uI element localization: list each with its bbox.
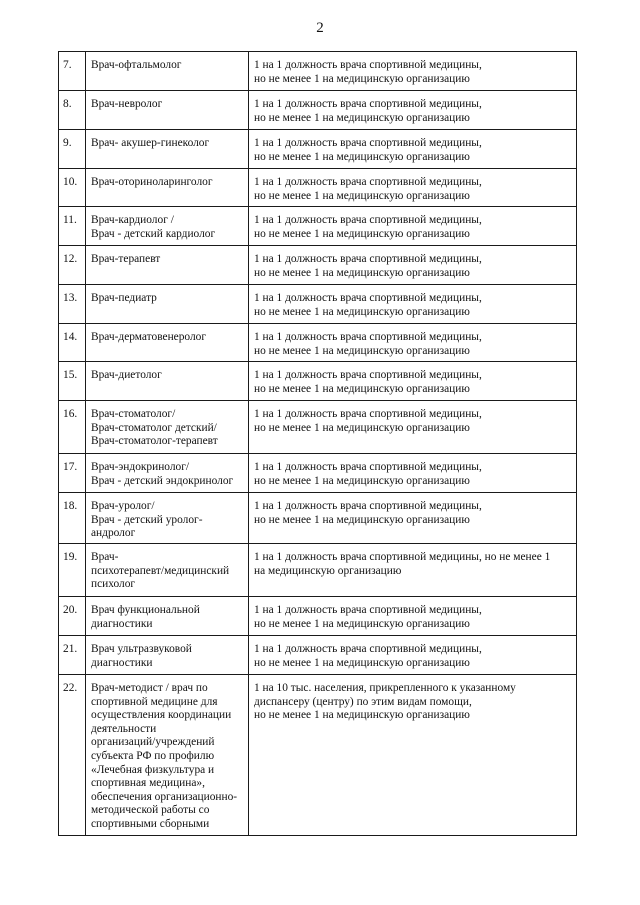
row-number: 8. xyxy=(59,91,86,130)
position-title: Врач-уролог/ Врач - детский уролог- андролог xyxy=(86,493,249,544)
staffing-norm: 1 на 1 должность врача спортивной медицины, но не менее 1 на медицинскую организацию xyxy=(249,91,577,130)
row-number: 21. xyxy=(59,636,86,675)
table-row xyxy=(59,636,577,675)
position-title: Врач-невролог xyxy=(86,91,249,130)
position-title: Врач-кардиолог / Врач - детский кардиолог xyxy=(86,207,249,246)
row-number: 16. xyxy=(59,401,86,454)
staffing-norm: 1 на 1 должность врача спортивной медицины, но не менее 1 на медицинскую организацию xyxy=(249,597,577,636)
table-row xyxy=(59,675,577,836)
position-title: Врач-методист / врач по спортивной медицине для осуществления координации деятельности организаций/учреждений субъекта РФ по профилю «Лечебная физкультура и спортивная медицина», обеспечения организационно- методической работы со спортивными сборными xyxy=(86,675,249,836)
staffing-norm: 1 на 1 должность врача спортивной медицины, но не менее 1 на медицинскую организацию xyxy=(249,401,577,454)
row-number: 9. xyxy=(59,130,86,169)
staffing-norm: 1 на 1 должность врача спортивной медицины, но не менее 1 на медицинскую организацию xyxy=(249,324,577,362)
table-row xyxy=(59,401,577,454)
table-row xyxy=(59,130,577,169)
row-number: 19. xyxy=(59,544,86,597)
table-row xyxy=(59,324,577,362)
table-row xyxy=(59,91,577,130)
row-number: 12. xyxy=(59,246,86,285)
table-row xyxy=(59,207,577,246)
row-number: 17. xyxy=(59,454,86,493)
staffing-norm: 1 на 1 должность врача спортивной медицины, но не менее 1 на медицинскую организацию xyxy=(249,636,577,675)
table-row xyxy=(59,246,577,285)
position-title: Врач ультразвуковой диагностики xyxy=(86,636,249,675)
table-row xyxy=(59,285,577,324)
row-number: 11. xyxy=(59,207,86,246)
staffing-norm: 1 на 1 должность врача спортивной медицины, но не менее 1 на медицинскую организацию xyxy=(249,362,577,401)
row-number: 22. xyxy=(59,675,86,836)
position-title: Врач-эндокринолог/ Врач - детский эндокринолог xyxy=(86,454,249,493)
staffing-norm: 1 на 1 должность врача спортивной медицины, но не менее 1 на медицинскую организацию xyxy=(249,207,577,246)
table-row xyxy=(59,597,577,636)
staffing-norm: 1 на 1 должность врача спортивной медицины, но не менее 1 на медицинскую организацию xyxy=(249,544,577,597)
position-title: Врач- психотерапевт/медицинский психолог xyxy=(86,544,249,597)
position-title: Врач функциональной диагностики xyxy=(86,597,249,636)
staffing-norm: 1 на 1 должность врача спортивной медицины, но не менее 1 на медицинскую организацию xyxy=(249,52,577,91)
row-number: 10. xyxy=(59,169,86,207)
staffing-norm: 1 на 1 должность врача спортивной медицины, но не менее 1 на медицинскую организацию xyxy=(249,169,577,207)
position-title: Врач- акушер-гинеколог xyxy=(86,130,249,169)
position-title: Врач-диетолог xyxy=(86,362,249,401)
staffing-norm: 1 на 10 тыс. населения, прикрепленного к указанному диспансеру (центру) по этим видам помощи, но не менее 1 на медицинскую организацию xyxy=(249,675,577,836)
row-number: 7. xyxy=(59,52,86,91)
staffing-norm: 1 на 1 должность врача спортивной медицины, но не менее 1 на медицинскую организацию xyxy=(249,130,577,169)
page-number: 2 xyxy=(316,20,324,36)
table-row xyxy=(59,362,577,401)
staffing-norms-table xyxy=(58,51,577,836)
table-row xyxy=(59,493,577,544)
position-title: Врач-оториноларинголог xyxy=(86,169,249,207)
table-row xyxy=(59,454,577,493)
row-number: 18. xyxy=(59,493,86,544)
position-title: Врач-дерматовенеролог xyxy=(86,324,249,362)
row-number: 20. xyxy=(59,597,86,636)
position-title: Врач-офтальмолог xyxy=(86,52,249,91)
position-title: Врач-терапевт xyxy=(86,246,249,285)
row-number: 14. xyxy=(59,324,86,362)
position-title: Врач-стоматолог/ Врач-стоматолог детский/ Врач-стоматолог-терапевт xyxy=(86,401,249,454)
position-title: Врач-педиатр xyxy=(86,285,249,324)
staffing-norm: 1 на 1 должность врача спортивной медицины, но не менее 1 на медицинскую организацию xyxy=(249,285,577,324)
table-row xyxy=(59,169,577,207)
row-number: 13. xyxy=(59,285,86,324)
table-row xyxy=(59,544,577,597)
staffing-norm: 1 на 1 должность врача спортивной медицины, но не менее 1 на медицинскую организацию xyxy=(249,246,577,285)
table-row xyxy=(59,52,577,91)
row-number: 15. xyxy=(59,362,86,401)
staffing-norm: 1 на 1 должность врача спортивной медицины, но не менее 1 на медицинскую организацию xyxy=(249,454,577,493)
staffing-norm: 1 на 1 должность врача спортивной медицины, но не менее 1 на медицинскую организацию xyxy=(249,493,577,544)
